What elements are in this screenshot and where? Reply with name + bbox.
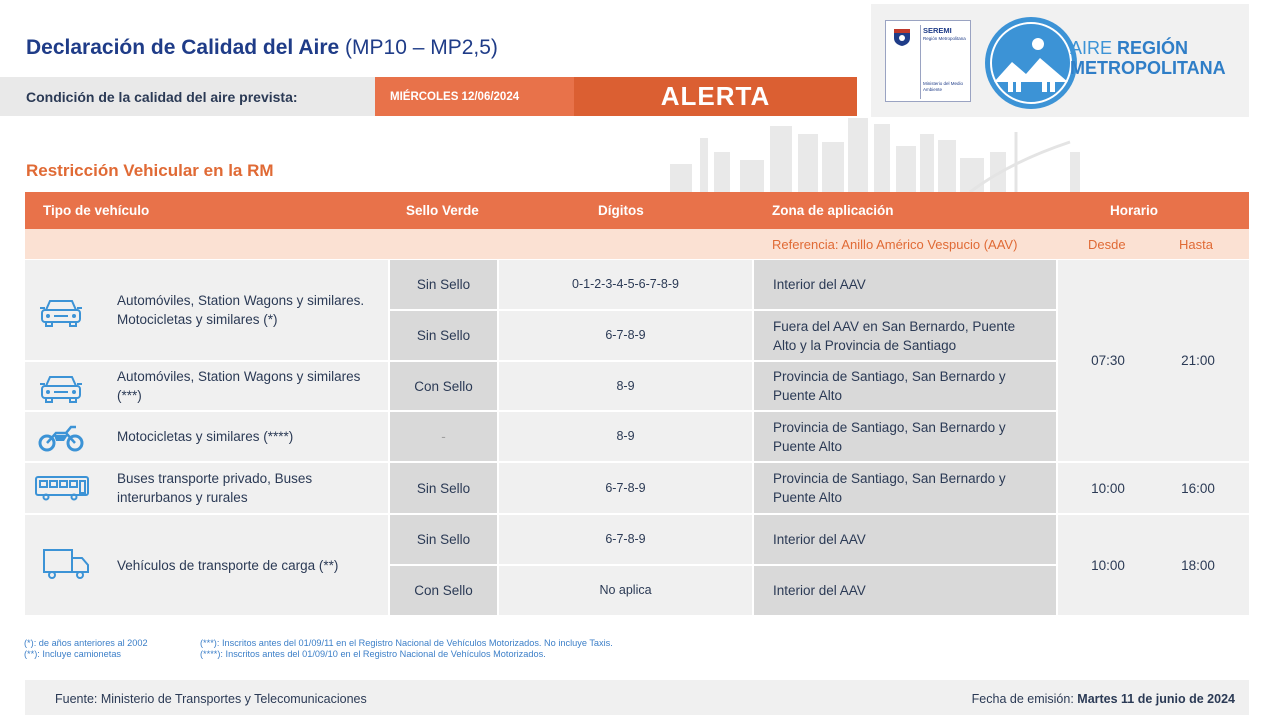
vehicle-label: Buses transporte privado, Buses interurbanos y rurales xyxy=(117,471,313,505)
section-title: Restricción Vehicular en la RM xyxy=(26,161,274,180)
digits-cell: 0-1-2-3-4-5-6-7-8-9 xyxy=(499,260,752,309)
car-icon xyxy=(38,296,84,328)
col-header-tipo: Tipo de vehículo xyxy=(43,203,150,218)
reference-row xyxy=(25,229,1249,259)
condition-date: MIÉRCOLES 12/06/2024 xyxy=(375,77,574,116)
reference-desde: Desde xyxy=(1088,237,1126,252)
vehicle-label: Motocicletas y similares (****) xyxy=(117,429,294,444)
digits-cell: 8-9 xyxy=(499,362,752,410)
source-text: Fuente: Ministerio de Transportes y Telecomunicaciones xyxy=(55,692,367,706)
col-header-horario: Horario xyxy=(1110,203,1159,218)
schedule-to: 18:00 xyxy=(1181,557,1215,573)
footer xyxy=(25,680,1249,715)
reference-hasta: Hasta xyxy=(1179,237,1213,252)
air-condition-bar xyxy=(0,77,857,116)
seremi-region: Región Metropolitana xyxy=(923,36,966,41)
footnote: (***): Inscritos antes del 01/09/11 en el Registro Nacional de Vehículos Motorizados. No incluye Taxis. xyxy=(200,638,613,648)
sello-cell: Con Sello xyxy=(390,362,497,410)
condition-label: Condición de la calidad del aire prevista: xyxy=(0,77,375,116)
table-header xyxy=(25,192,1249,229)
seremi-ministry: Ministerio del Medio Ambiente xyxy=(923,81,964,92)
zone-cell: Fuera del AAV en San Bernardo, Puente Alto y la Provincia de Santiago xyxy=(754,311,1056,360)
seremi-title: SEREMI xyxy=(923,26,952,35)
digits-cell: 6-7-8-9 xyxy=(499,515,752,564)
digits-cell: 8-9 xyxy=(499,412,752,461)
col-header-digitos: Dígitos xyxy=(598,203,644,218)
footnote: (****): Inscritos antes del 01/09/10 en el Registro Nacional de Vehículos Motorizados. xyxy=(200,649,546,659)
col-header-zona: Zona de aplicación xyxy=(772,203,894,218)
footnote: (**): Incluye camionetas xyxy=(24,649,122,659)
sello-cell: Sin Sello xyxy=(390,463,497,513)
zone-cell: Provincia de Santiago, San Bernardo y Puente Alto xyxy=(754,463,1056,513)
car-icon xyxy=(38,372,84,404)
digits-cell: 6-7-8-9 xyxy=(499,311,752,360)
footnotes-left xyxy=(24,638,148,660)
digits-cell: 6-7-8-9 xyxy=(499,463,752,513)
vehicle-label: Automóviles, Station Wagons y similares (***) xyxy=(117,369,361,403)
bus-icon xyxy=(34,475,90,501)
sello-cell: Sin Sello xyxy=(390,515,497,564)
page-title: Declaración de Calidad del Aire (MP10 – MP2,5) xyxy=(26,36,498,59)
brand-name: AIRE REGIÓN METROPOLITANA xyxy=(1070,38,1226,78)
seremi-logo xyxy=(885,20,971,102)
zone-cell: Interior del AAV xyxy=(754,260,1056,309)
reference-zona: Referencia: Anillo Américo Vespucio (AAV) xyxy=(772,237,1018,252)
zone-cell: Provincia de Santiago, San Bernardo y Puente Alto xyxy=(754,412,1056,461)
truck-icon xyxy=(42,548,90,580)
footnotes-right xyxy=(200,638,613,660)
sello-cell: Sin Sello xyxy=(390,311,497,360)
logos-panel xyxy=(871,4,1249,117)
issue-date: Fecha de emisión: Martes 11 de junio de 2024 xyxy=(971,692,1235,706)
chile-shield-icon xyxy=(892,27,912,47)
schedule-to: 16:00 xyxy=(1181,480,1215,496)
motorcycle-icon xyxy=(38,421,84,453)
col-header-sello: Sello Verde xyxy=(406,203,479,218)
footnote: (*): de años anteriores al 2002 xyxy=(24,638,148,648)
schedule-from: 10:00 xyxy=(1091,480,1125,496)
sello-cell: - xyxy=(390,412,497,461)
sello-cell: Con Sello xyxy=(390,566,497,615)
digits-cell: No aplica xyxy=(499,566,752,615)
zone-cell: Interior del AAV xyxy=(754,566,1056,615)
sello-cell: Sin Sello xyxy=(390,260,497,309)
schedule-from: 07:30 xyxy=(1091,353,1125,368)
vehicle-label: Vehículos de transporte de carga (**) xyxy=(117,557,339,573)
zone-cell: Provincia de Santiago, San Bernardo y Puente Alto xyxy=(754,362,1056,410)
schedule-from: 10:00 xyxy=(1091,557,1125,573)
city-skyline-decoration xyxy=(670,112,1090,194)
schedule-to: 21:00 xyxy=(1181,353,1215,368)
vehicle-label: Automóviles, Station Wagons y similares. Motocicletas y similares (*) xyxy=(117,293,365,327)
zone-cell: Interior del AAV xyxy=(754,515,1056,564)
condition-level-badge: ALERTA xyxy=(574,77,857,116)
aire-logo-icon xyxy=(982,14,1080,112)
